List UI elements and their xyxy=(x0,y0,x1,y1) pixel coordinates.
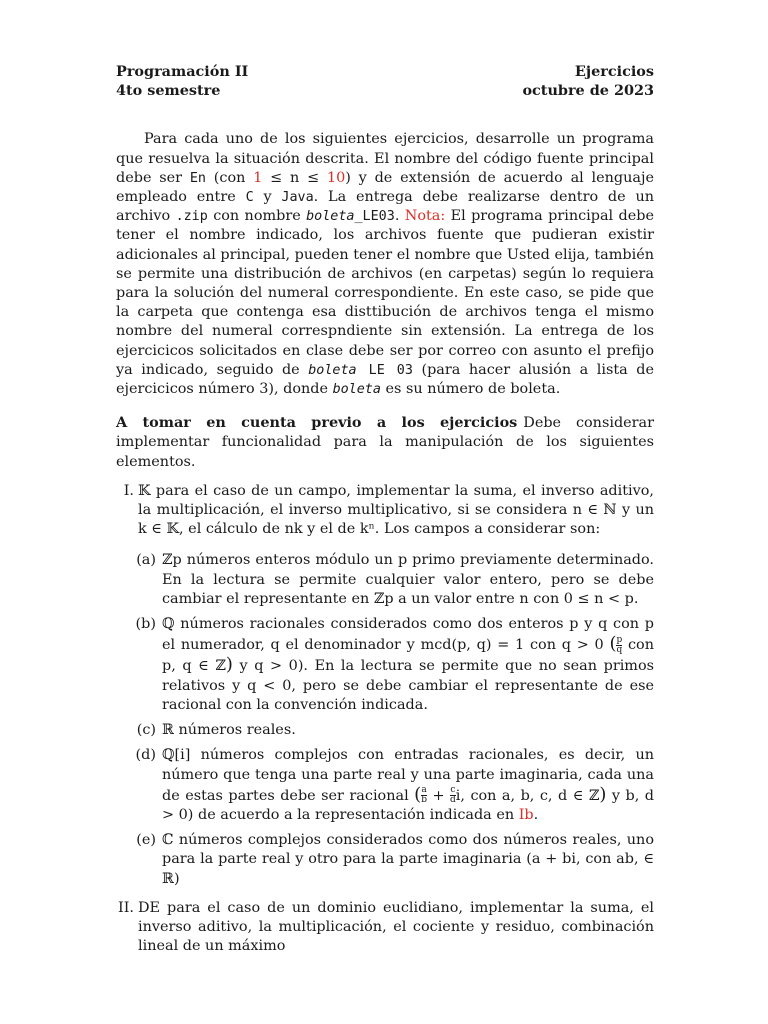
fraction-c-d: $\frac{c}{d}$ xyxy=(450,785,456,806)
item-label: II. xyxy=(118,899,134,916)
course-title: Programación II xyxy=(116,63,249,80)
ref-link-Ib[interactable]: Ib xyxy=(518,806,534,823)
code-zip: .zip xyxy=(175,209,208,225)
code-c: C xyxy=(245,190,254,206)
subitem-d: (d) ℚ[i] números complejos con entradas racionales, es decir, un número que tenga una parte real y una parte imaginaria, cada una de estas partes debe ser racional ( $\frac{a}{b}$ + $\frac{c}{d}$ i, con a, b, c, d ∈ ℤ) y b, d > 0) de acuerdo a la representación indicada en Ib. xyxy=(135,747,654,823)
header-right xyxy=(522,62,654,100)
section-paragraph xyxy=(116,413,654,472)
code-boleta: boleta xyxy=(306,209,355,225)
code-java: Java xyxy=(281,190,314,206)
code-le03: _LE03 xyxy=(354,209,395,225)
document-page xyxy=(116,62,654,956)
subitem-e: (e) ℂ números complejos considerados como dos números reales, uno para la parte real y otro para la parte imaginaria (a + bi, con ab, ∈ ℝ) xyxy=(136,832,654,887)
item-text: 𝕂 para el caso de un campo, implementar la suma, el inverso aditivo, la multiplicación, el inverso multiplicativo, si se considera n ∈ ℕ y un k ∈ 𝕂, el cálculo de nk y el de kⁿ. Los campos a considerar son: xyxy=(138,482,654,538)
section-heading: A tomar en cuenta previo a los ejercicios xyxy=(116,414,518,432)
link-1[interactable]: 1 xyxy=(253,169,263,186)
list-item-I xyxy=(116,482,654,889)
code-boleta-2: boleta xyxy=(308,362,357,378)
item-label: I. xyxy=(123,482,134,499)
fraction-p-q: $\frac{p}{q}$ xyxy=(616,634,623,655)
document-date: octubre de 2023 xyxy=(522,82,654,100)
code-boleta-3: boleta xyxy=(332,382,381,398)
nota-label: Nota: xyxy=(404,208,446,225)
header-left xyxy=(116,62,248,100)
semester: 4to semestre xyxy=(116,82,221,100)
subitem-c: (c) ℝ números reales. xyxy=(136,722,296,739)
section-text: Debe considerar implementar funcionalidad para la manipulación de los siguientes elementos. xyxy=(116,415,655,470)
page-header xyxy=(116,62,654,100)
list-item-II xyxy=(116,899,654,957)
subitem-b: (b) ℚ números racionales considerados como dos enteros p y q con p el numerador, q el denominador y mcd(p, q) = 1 con q > 0 ( $\frac{p}{q}$ con p, q ∈ ℤ) y q > 0). En la lectura se permite que no sean primos relativos y q < 0, pero se debe cambiar el representante de ese racional con la convención indicada. xyxy=(135,616,654,713)
code-le03-2: LE 03 xyxy=(356,362,413,378)
item-text: DE para el caso de un dominio euclidiano, implementar la suma, el inverso aditivo, la multiplicación, el cociente y residuo, combinación lineal de un máximo xyxy=(138,899,654,955)
subitem-a: (a) ℤp números enteros módulo un p primo previamente determinado. En la lectura se permite cualquier valor entero, pero se debe cambiar el representante en ℤp a un valor entre n con 0 ≤ n < p. xyxy=(136,552,654,607)
intro-paragraph: Para cada uno de los siguientes ejercicios, desarrolle un programa que resuelva la situación descrita. El nombre del código fuente principal debe ser En (con 1 ≤ n ≤ 10) y de extensión de acuerdo al lenguaje empleado entre C y Java. La entrega debe realizarse dentro de un archivo .zip con nombre boleta_LE03. Nota: El programa principal debe tener el nombre indicado, los archivos fuente que pudieran existir adicionales al principal, pueden tener el nombre que Usted elija, también se permite una distribución de archivos (en carpetas) según lo requiera para la solución del numeral correspondiente. En este caso, se pide que la carpeta que contenga esa disttibución de archivos tenga el mismo nombre del numeral correspndiente sin extensión. La entrega de los ejercicicos solicitados en clase debe ser por correo con asunto el prefijo ya indicado, seguido de boleta LE 03 (para hacer alusión a lista de ejercicicos número 3), donde boleta es su número de boleta. xyxy=(116,131,655,398)
document-type: Ejercicios xyxy=(574,63,654,80)
code-en: En xyxy=(189,170,206,186)
link-10[interactable]: 10 xyxy=(326,169,346,186)
fraction-a-b: $\frac{a}{b}$ xyxy=(421,785,427,806)
